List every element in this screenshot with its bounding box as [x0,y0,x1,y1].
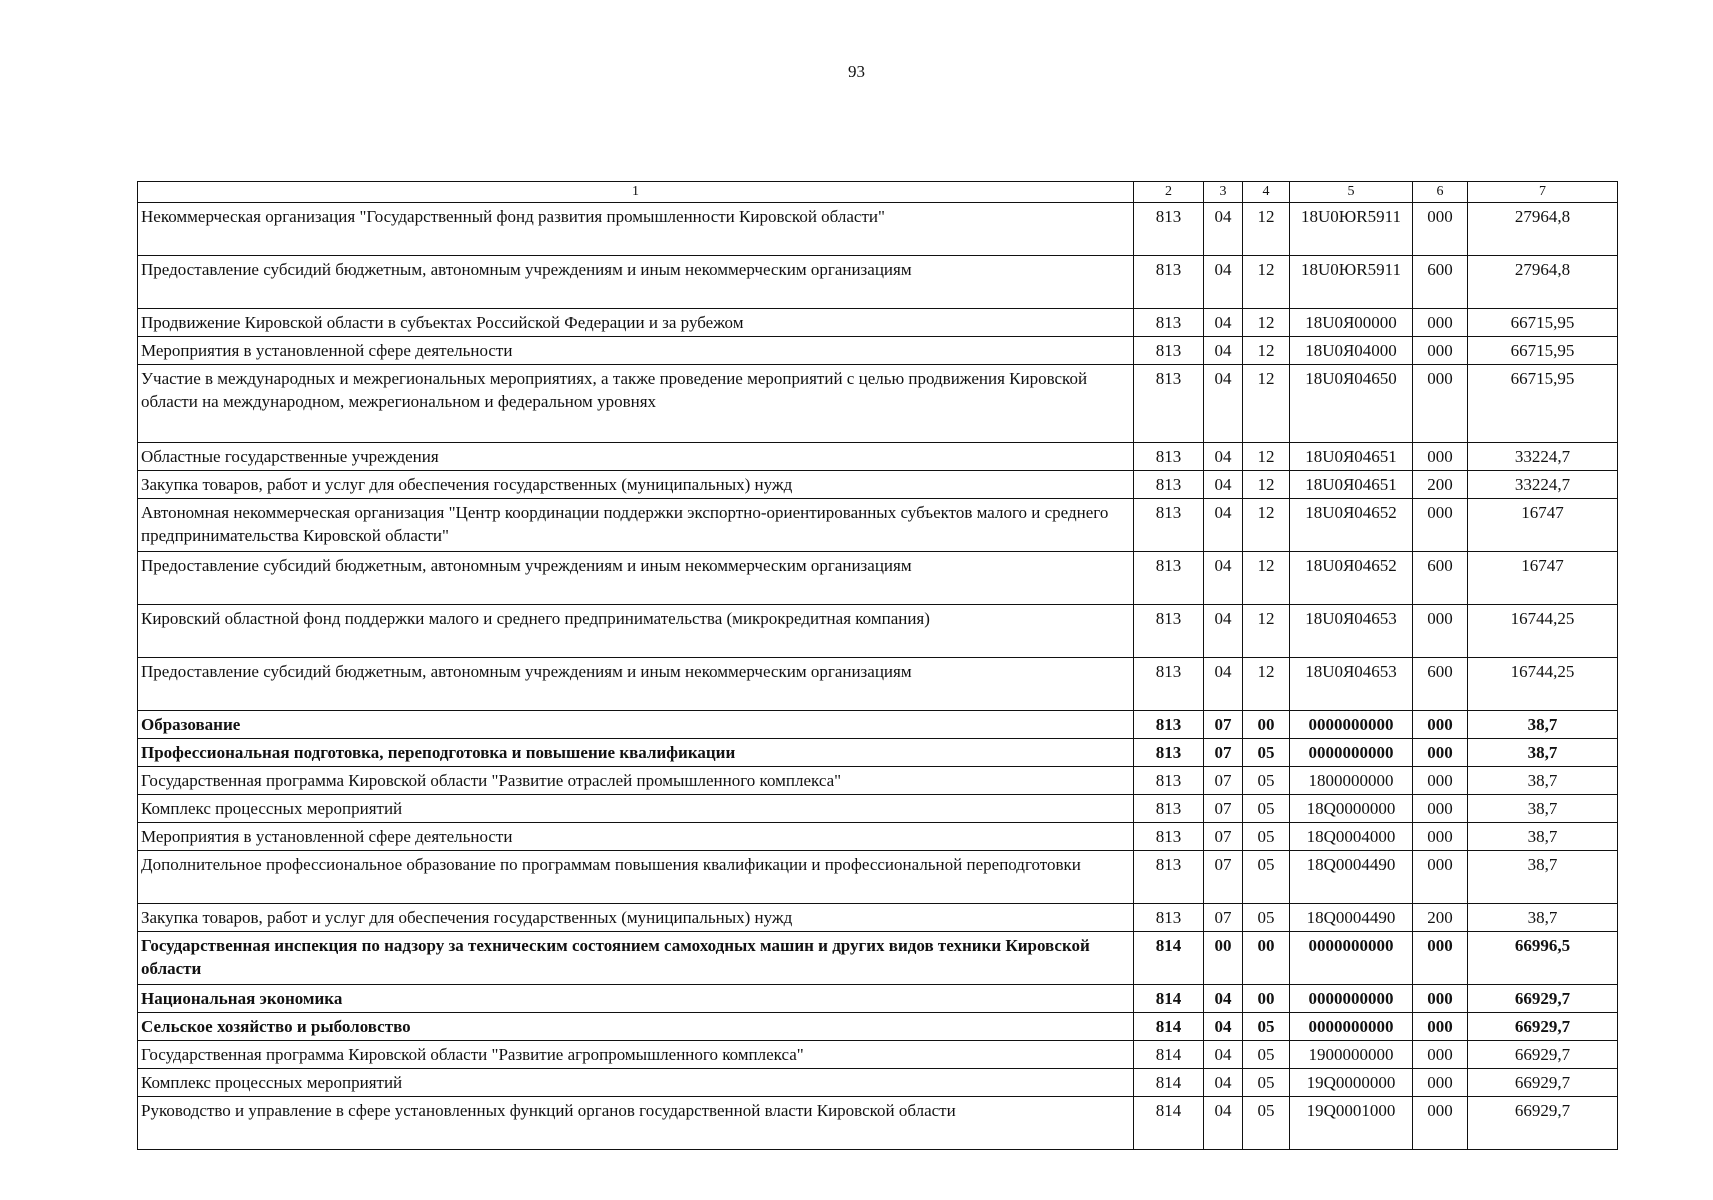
expense-type-cell: 000 [1413,932,1468,985]
subsection-cell: 05 [1243,795,1290,823]
row-name-cell: Национальная экономика [138,985,1134,1013]
row-name-cell: Предоставление субсидий бюджетным, автономным учреждениям и иным некоммерческим организациям [138,552,1134,605]
target-article-cell: 18U0Я04652 [1290,552,1413,605]
table-row [138,256,1618,309]
amount-cell: 66715,95 [1468,365,1618,443]
column-header-4: 4 [1243,182,1290,203]
target-article-cell: 18U0Я04653 [1290,658,1413,711]
row-name-cell: Участие в международных и межрегиональных мероприятиях, а также проведение мероприятий с целью продвижения Кировской области на международном, межрегиональном и федеральном уровнях [138,365,1134,443]
amount-cell: 33224,7 [1468,443,1618,471]
row-name-cell: Мероприятия в установленной сфере деятельности [138,823,1134,851]
target-article-cell: 18U0Я00000 [1290,309,1413,337]
row-name-cell: Мероприятия в установленной сфере деятельности [138,337,1134,365]
code-admin-cell: 814 [1134,932,1204,985]
table-row [138,1041,1618,1069]
section-cell: 07 [1204,823,1243,851]
row-name-cell: Государственная программа Кировской области "Развитие агропромышленного комплекса" [138,1041,1134,1069]
code-admin-cell: 813 [1134,203,1204,256]
target-article-cell: 18Q0004000 [1290,823,1413,851]
expense-type-cell: 000 [1413,365,1468,443]
target-article-cell: 18U0Я04650 [1290,365,1413,443]
section-cell: 04 [1204,443,1243,471]
expense-type-cell: 000 [1413,1069,1468,1097]
amount-cell: 66929,7 [1468,1041,1618,1069]
expense-type-cell: 000 [1413,499,1468,552]
row-name-cell: Дополнительное профессиональное образование по программам повышения квалификации и профессиональной переподготовки [138,851,1134,904]
row-name-cell: Некоммерческая организация "Государственный фонд развития промышленности Кировской области" [138,203,1134,256]
expense-type-cell: 600 [1413,658,1468,711]
table-header [138,182,1618,203]
subsection-cell: 12 [1243,203,1290,256]
table-row [138,337,1618,365]
code-admin-cell: 813 [1134,711,1204,739]
expense-type-cell: 000 [1413,1041,1468,1069]
column-header-2: 2 [1134,182,1204,203]
column-header-3: 3 [1204,182,1243,203]
code-admin-cell: 813 [1134,767,1204,795]
expense-type-cell: 600 [1413,256,1468,309]
section-cell: 04 [1204,256,1243,309]
section-cell: 04 [1204,309,1243,337]
amount-cell: 38,7 [1468,904,1618,932]
code-admin-cell: 813 [1134,605,1204,658]
amount-cell: 66996,5 [1468,932,1618,985]
target-article-cell: 0000000000 [1290,985,1413,1013]
target-article-cell: 0000000000 [1290,932,1413,985]
expense-type-cell: 000 [1413,851,1468,904]
amount-cell: 33224,7 [1468,471,1618,499]
row-name-cell: Руководство и управление в сфере установленных функций органов государственной власти Кировской области [138,1097,1134,1150]
section-cell: 04 [1204,985,1243,1013]
subsection-cell: 00 [1243,985,1290,1013]
expense-type-cell: 000 [1413,795,1468,823]
subsection-cell: 12 [1243,256,1290,309]
table-row [138,1069,1618,1097]
section-cell: 04 [1204,471,1243,499]
target-article-cell: 0000000000 [1290,1013,1413,1041]
table-row [138,203,1618,256]
target-article-cell: 19Q0000000 [1290,1069,1413,1097]
expense-type-cell: 000 [1413,1013,1468,1041]
column-header-5: 5 [1290,182,1413,203]
section-cell: 07 [1204,795,1243,823]
section-cell: 04 [1204,1069,1243,1097]
subsection-cell: 05 [1243,1069,1290,1097]
code-admin-cell: 813 [1134,823,1204,851]
amount-cell: 16747 [1468,499,1618,552]
section-cell: 04 [1204,605,1243,658]
table-row [138,985,1618,1013]
column-header-6: 6 [1413,182,1468,203]
expense-type-cell: 000 [1413,767,1468,795]
section-cell: 04 [1204,1013,1243,1041]
header-row [138,182,1618,203]
expense-type-cell: 000 [1413,337,1468,365]
table-row [138,309,1618,337]
section-cell: 07 [1204,851,1243,904]
code-admin-cell: 813 [1134,365,1204,443]
table-row [138,1097,1618,1150]
target-article-cell: 18Q0004490 [1290,851,1413,904]
target-article-cell: 18U0ЮR5911 [1290,203,1413,256]
expense-type-cell: 000 [1413,1097,1468,1150]
row-name-cell: Сельское хозяйство и рыболовство [138,1013,1134,1041]
amount-cell: 16744,25 [1468,658,1618,711]
expense-type-cell: 000 [1413,309,1468,337]
code-admin-cell: 813 [1134,658,1204,711]
table-row [138,605,1618,658]
subsection-cell: 00 [1243,711,1290,739]
expense-type-cell: 000 [1413,823,1468,851]
code-admin-cell: 813 [1134,499,1204,552]
target-article-cell: 18U0Я04651 [1290,471,1413,499]
code-admin-cell: 814 [1134,1097,1204,1150]
amount-cell: 38,7 [1468,823,1618,851]
subsection-cell: 05 [1243,1097,1290,1150]
code-admin-cell: 814 [1134,1013,1204,1041]
table-row [138,932,1618,985]
code-admin-cell: 814 [1134,1041,1204,1069]
section-cell: 00 [1204,932,1243,985]
row-name-cell: Комплекс процессных мероприятий [138,1069,1134,1097]
row-name-cell: Закупка товаров, работ и услуг для обеспечения государственных (муниципальных) нужд [138,471,1134,499]
amount-cell: 27964,8 [1468,203,1618,256]
expense-type-cell: 200 [1413,471,1468,499]
subsection-cell: 05 [1243,851,1290,904]
row-name-cell: Кировский областной фонд поддержки малого и среднего предпринимательства (микрокредитная компания) [138,605,1134,658]
subsection-cell: 12 [1243,471,1290,499]
table-row [138,851,1618,904]
row-name-cell: Продвижение Кировской области в субъектах Российской Федерации и за рубежом [138,309,1134,337]
section-cell: 04 [1204,499,1243,552]
row-name-cell: Комплекс процессных мероприятий [138,795,1134,823]
section-cell: 04 [1204,658,1243,711]
code-admin-cell: 813 [1134,795,1204,823]
code-admin-cell: 813 [1134,337,1204,365]
table-row [138,1013,1618,1041]
subsection-cell: 12 [1243,309,1290,337]
column-header-1: 1 [138,182,1134,203]
subsection-cell: 12 [1243,605,1290,658]
row-name-cell: Предоставление субсидий бюджетным, автономным учреждениям и иным некоммерческим организациям [138,256,1134,309]
table-row [138,552,1618,605]
table-row [138,767,1618,795]
amount-cell: 66929,7 [1468,1013,1618,1041]
subsection-cell: 05 [1243,1041,1290,1069]
amount-cell: 66929,7 [1468,985,1618,1013]
table-row [138,904,1618,932]
code-admin-cell: 814 [1134,985,1204,1013]
target-article-cell: 18U0Я04653 [1290,605,1413,658]
code-admin-cell: 813 [1134,443,1204,471]
code-admin-cell: 814 [1134,1069,1204,1097]
target-article-cell: 1900000000 [1290,1041,1413,1069]
subsection-cell: 12 [1243,443,1290,471]
subsection-cell: 05 [1243,767,1290,795]
table-row [138,711,1618,739]
section-cell: 04 [1204,365,1243,443]
row-name-cell: Профессиональная подготовка, переподготовка и повышение квалификации [138,739,1134,767]
section-cell: 07 [1204,711,1243,739]
amount-cell: 66929,7 [1468,1069,1618,1097]
row-name-cell: Областные государственные учреждения [138,443,1134,471]
expense-type-cell: 000 [1413,711,1468,739]
section-cell: 07 [1204,904,1243,932]
amount-cell: 66715,95 [1468,309,1618,337]
amount-cell: 38,7 [1468,851,1618,904]
budget-table [137,181,1618,1150]
target-article-cell: 1800000000 [1290,767,1413,795]
subsection-cell: 05 [1243,823,1290,851]
code-admin-cell: 813 [1134,739,1204,767]
target-article-cell: 18Q0004490 [1290,904,1413,932]
code-admin-cell: 813 [1134,851,1204,904]
target-article-cell: 18U0Я04651 [1290,443,1413,471]
subsection-cell: 12 [1243,499,1290,552]
subsection-cell: 12 [1243,365,1290,443]
amount-cell: 66929,7 [1468,1097,1618,1150]
table-row [138,443,1618,471]
expense-type-cell: 000 [1413,605,1468,658]
subsection-cell: 12 [1243,337,1290,365]
section-cell: 04 [1204,1041,1243,1069]
subsection-cell: 12 [1243,658,1290,711]
subsection-cell: 12 [1243,552,1290,605]
amount-cell: 38,7 [1468,795,1618,823]
target-article-cell: 18U0Я04652 [1290,499,1413,552]
target-article-cell: 18Q0000000 [1290,795,1413,823]
subsection-cell: 05 [1243,739,1290,767]
amount-cell: 38,7 [1468,739,1618,767]
table-row [138,823,1618,851]
code-admin-cell: 813 [1134,904,1204,932]
table-row [138,795,1618,823]
section-cell: 04 [1204,337,1243,365]
section-cell: 04 [1204,1097,1243,1150]
amount-cell: 38,7 [1468,711,1618,739]
code-admin-cell: 813 [1134,256,1204,309]
section-cell: 04 [1204,203,1243,256]
expense-type-cell: 200 [1413,904,1468,932]
table-row [138,739,1618,767]
code-admin-cell: 813 [1134,471,1204,499]
target-article-cell: 18U0ЮR5911 [1290,256,1413,309]
expense-type-cell: 000 [1413,739,1468,767]
expense-type-cell: 000 [1413,443,1468,471]
amount-cell: 16744,25 [1468,605,1618,658]
code-admin-cell: 813 [1134,309,1204,337]
table-row [138,658,1618,711]
target-article-cell: 18U0Я04000 [1290,337,1413,365]
page-number: 93 [848,62,865,81]
subsection-cell: 05 [1243,904,1290,932]
expense-type-cell: 000 [1413,203,1468,256]
column-header-7: 7 [1468,182,1618,203]
table-body [138,203,1618,1150]
budget-table-container [137,181,1617,1150]
table-row [138,471,1618,499]
table-row [138,365,1618,443]
subsection-cell: 05 [1243,1013,1290,1041]
row-name-cell: Образование [138,711,1134,739]
expense-type-cell: 600 [1413,552,1468,605]
amount-cell: 16747 [1468,552,1618,605]
section-cell: 07 [1204,767,1243,795]
target-article-cell: 0000000000 [1290,711,1413,739]
amount-cell: 38,7 [1468,767,1618,795]
amount-cell: 27964,8 [1468,256,1618,309]
row-name-cell: Государственная инспекция по надзору за техническим состоянием самоходных машин и других видов техники Кировской области [138,932,1134,985]
table-row [138,499,1618,552]
amount-cell: 66715,95 [1468,337,1618,365]
subsection-cell: 00 [1243,932,1290,985]
section-cell: 07 [1204,739,1243,767]
row-name-cell: Предоставление субсидий бюджетным, автономным учреждениям и иным некоммерческим организациям [138,658,1134,711]
target-article-cell: 0000000000 [1290,739,1413,767]
target-article-cell: 19Q0001000 [1290,1097,1413,1150]
row-name-cell: Государственная программа Кировской области "Развитие отраслей промышленного комплекса" [138,767,1134,795]
row-name-cell: Автономная некоммерческая организация "Центр координации поддержки экспортно-ориентированных субъектов малого и среднего предпринимательства Кировской области" [138,499,1134,552]
expense-type-cell: 000 [1413,985,1468,1013]
section-cell: 04 [1204,552,1243,605]
code-admin-cell: 813 [1134,552,1204,605]
row-name-cell: Закупка товаров, работ и услуг для обеспечения государственных (муниципальных) нужд [138,904,1134,932]
